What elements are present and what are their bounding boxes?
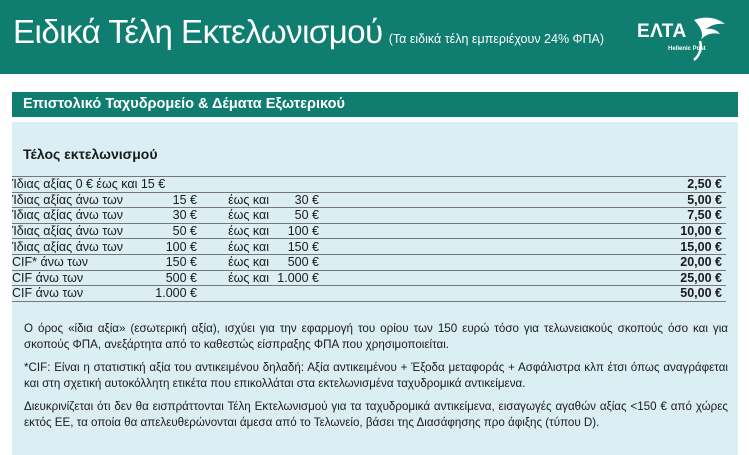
fee-lower-amount: 50 €	[172, 224, 197, 239]
fee-range-cell	[12, 286, 633, 302]
logo-text: ΕΛΤΑ	[637, 21, 687, 42]
section-title: Επιστολικό Ταχυδρομείο & Δέματα Εξωτερικού	[23, 96, 345, 112]
fee-price: 5,00 €	[633, 192, 726, 208]
fee-row	[12, 223, 726, 239]
fee-mid-text: έως και	[228, 255, 269, 270]
fee-upper-amount: 30 €	[294, 192, 319, 207]
elta-logo	[632, 14, 732, 62]
fee-mid-text: έως και	[228, 208, 269, 223]
fee-lower-amount: 15 €	[172, 192, 197, 207]
fee-mid-text: έως και	[228, 270, 269, 285]
fee-price: 10,00 €	[633, 223, 726, 239]
note-paragraph: Διευκρινίζεται ότι δεν θα εισπράττονται Τέλη Εκτελωνισμού για τα ταχυδρομικά αντικείμενα, εισαγωγές αγαθών αξίας <150 € από χώρες εκτός ΕΕ, τα οποία θα απελευθερώνονται άμεσα από το Τελωνείο, βάσει της Διασάφησης προ άφιξης (τύπου D).	[24, 400, 728, 429]
fee-desc: Ίδιας αξίας άνω των	[12, 208, 124, 223]
fee-price: 7,50 €	[633, 208, 726, 224]
fee-row	[12, 208, 726, 224]
fee-upper-amount: 500 €	[287, 255, 319, 270]
fee-range-cell	[12, 208, 633, 224]
fee-upper-amount: 50 €	[294, 208, 319, 223]
fee-lower-amount: 30 €	[172, 208, 197, 223]
page-subtitle: (Τα ειδικά τέλη εμπεριέχουν 24% ΦΠΑ)	[388, 32, 605, 46]
fee-range-cell	[12, 192, 633, 208]
fee-price: 25,00 €	[633, 270, 726, 286]
panel-title: Τέλος εκτελωνισμού	[23, 146, 158, 162]
fee-desc: Ίδιας αξίας άνω των	[12, 224, 124, 239]
logo-subtext: Hellenic Post	[668, 46, 706, 52]
fee-desc: CIF άνω των	[12, 286, 84, 301]
fee-row	[12, 254, 726, 270]
fee-price: 15,00 €	[633, 239, 726, 255]
fee-lower-amount: 1.000 €	[155, 286, 197, 301]
fee-lower-amount: 150 €	[165, 255, 197, 270]
fee-row	[12, 239, 726, 255]
fee-row	[12, 177, 726, 193]
fee-desc: Ίδιας αξίας 0 € έως και 15 €	[12, 177, 166, 192]
fee-upper-amount: 150 €	[287, 239, 319, 254]
fee-row	[12, 286, 726, 302]
header-banner	[0, 0, 749, 74]
fee-table	[12, 176, 726, 302]
page-title-text: Ειδικά Τέλη Εκτελωνισμού	[13, 13, 383, 50]
fee-lower-amount: 500 €	[165, 270, 197, 285]
fee-range-cell	[12, 254, 633, 270]
fee-range-cell	[12, 239, 633, 255]
fee-mid-text: έως και	[228, 192, 269, 207]
fee-row	[12, 270, 726, 286]
fee-range-cell	[12, 270, 633, 286]
fee-range-cell	[12, 223, 633, 239]
fee-desc: CIF* άνω των	[12, 255, 88, 270]
fee-upper-amount: 1.000 €	[277, 270, 319, 285]
fee-price: 2,50 €	[633, 177, 726, 193]
fee-price: 50,00 €	[633, 286, 726, 302]
fee-row	[12, 192, 726, 208]
fee-desc: Ίδιας αξίας άνω των	[12, 239, 124, 254]
page-title	[13, 13, 604, 51]
fee-desc: Ίδιας αξίας άνω των	[12, 192, 124, 207]
fee-price: 20,00 €	[633, 254, 726, 270]
fee-mid-text: έως και	[228, 239, 269, 254]
fee-mid-text: έως και	[228, 224, 269, 239]
note-paragraph: Ο όρος «ίδια αξία» (εσωτερική αξία), ισχύει για την εφαρμογή του ορίου των 150 ευρώ τόσο για τελωνειακούς σκοπούς όσο και για σκοπούς ΦΠΑ, ανεξάρτητα από το καθεστώς είσπραξης ΦΠΑ που χρησιμοποιείται.	[24, 322, 728, 351]
notes	[24, 321, 728, 438]
note-paragraph: *CIF: Είναι η στατιστική αξία του αντικειμένου δηλαδή: Αξία αντικειμένου + Έξοδα μεταφοράς + Ασφάλιστρα κλπ έτσι όπως αναγράφεται και στη σχετική αυτοκόλλητη ετικέτα που επικολλάται στα εκτελωνισμένα ταχυδρομικά αντικείμενα.	[24, 361, 728, 390]
fee-range-cell	[12, 177, 633, 193]
fee-lower-amount: 100 €	[165, 239, 197, 254]
fee-upper-amount: 100 €	[287, 224, 319, 239]
section-header	[12, 92, 738, 117]
fee-desc: CIF άνω των	[12, 270, 84, 285]
